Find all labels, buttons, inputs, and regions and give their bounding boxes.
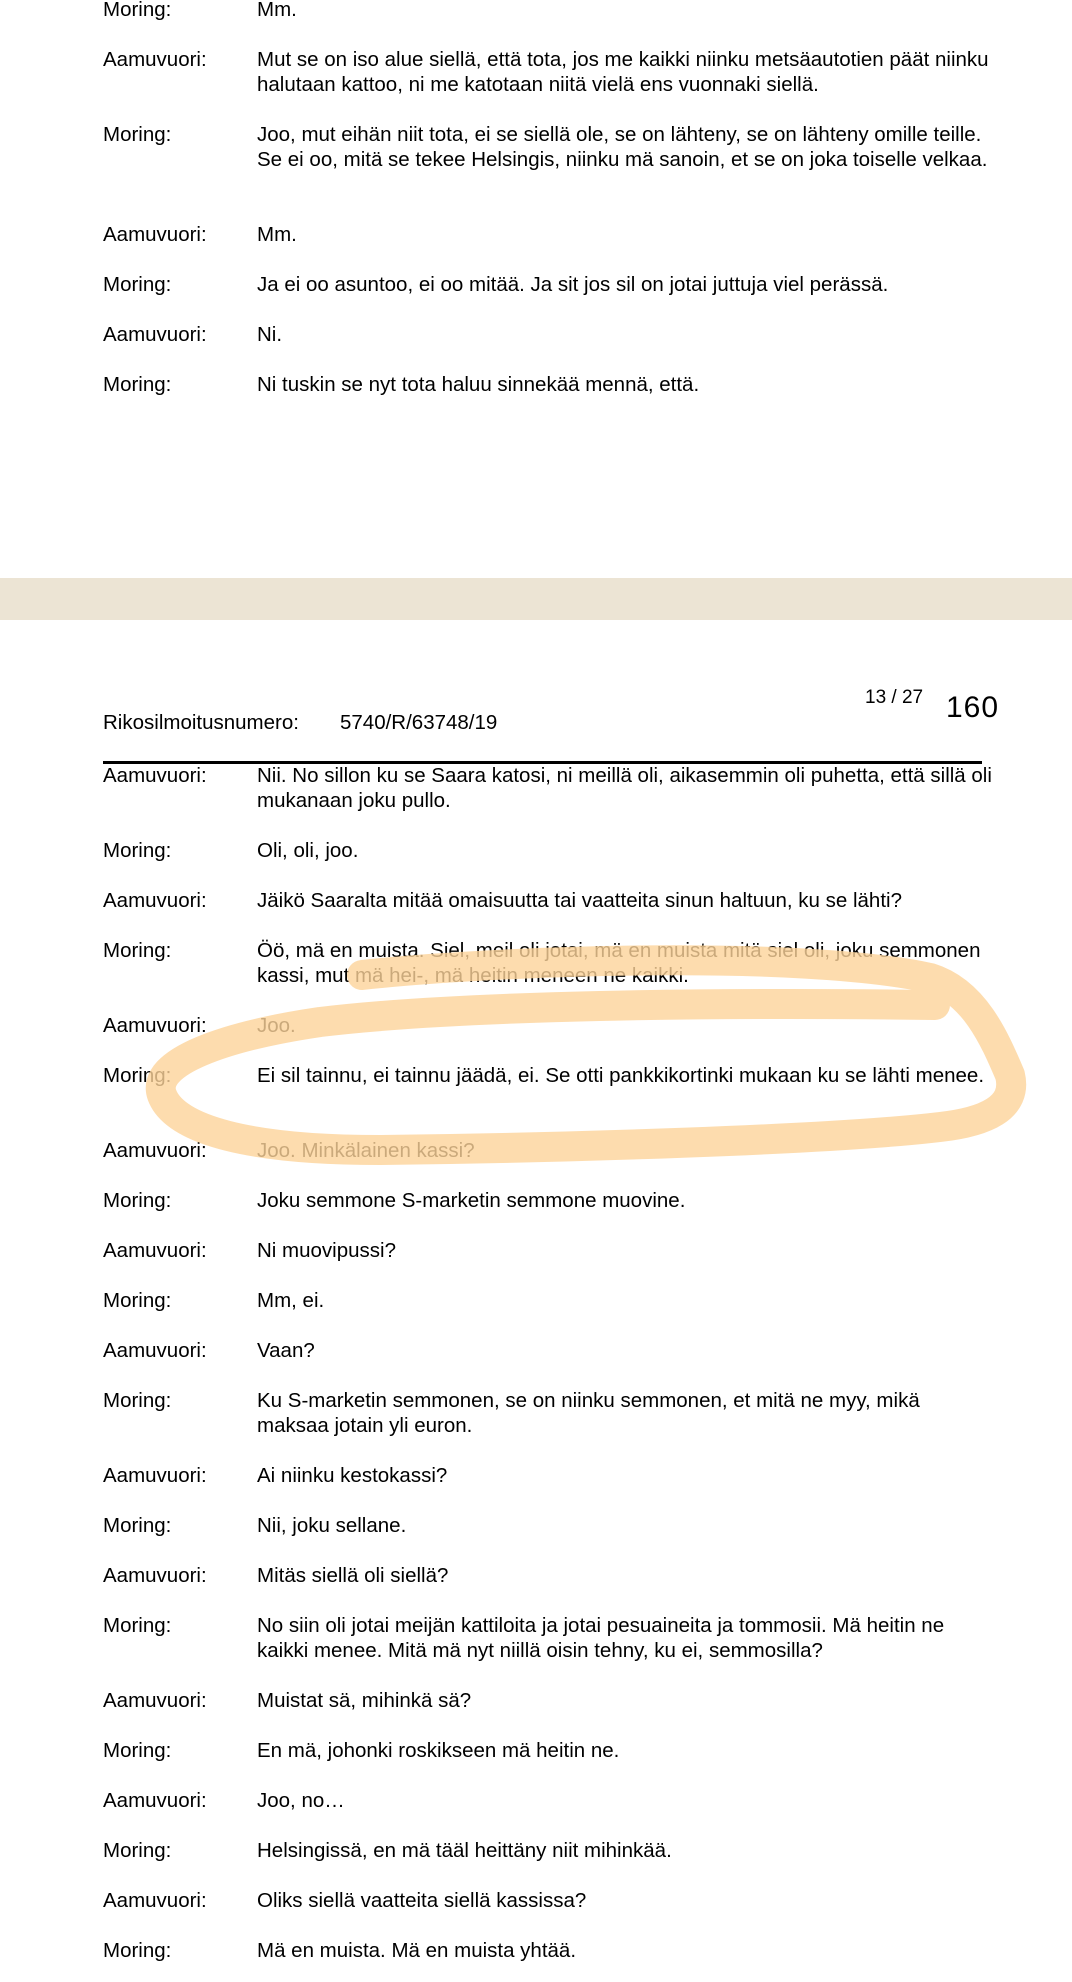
speaker-label: Moring: <box>103 939 172 962</box>
speaker-label: Moring: <box>103 1839 172 1862</box>
utterance-text: No siin oli jotai meijän kattiloita ja jotai pesuaineita ja tommosii. Mä heitin ne kaikki menee. Mitä mä nyt niillä oisin tehny, ku ei, semmosilla? <box>257 1614 945 1662</box>
speaker-label: Moring: <box>103 1514 172 1537</box>
speaker-label: Moring: <box>103 1739 172 1762</box>
speaker-label: Moring: <box>103 123 172 146</box>
utterance-text: Joo. Minkälainen kassi? <box>257 1139 475 1162</box>
utterance-text: Ni muovipussi? <box>257 1239 396 1262</box>
utterance-text: En mä, johonki roskikseen mä heitin ne. <box>257 1739 620 1762</box>
speaker-label: Aamuvuori: <box>103 48 207 71</box>
speaker-label: Aamuvuori: <box>103 889 207 912</box>
speaker-label: Aamuvuori: <box>103 1689 207 1712</box>
speaker-label: Aamuvuori: <box>103 323 207 346</box>
utterance-text: Mut se on iso alue siellä, että tota, jos me kaikki niinku metsäautotien päät niinku halutaan kattoo, ni me katotaan niitä vielä ens vuonnaki siellä. <box>257 48 989 96</box>
speaker-label: Aamuvuori: <box>103 1789 207 1812</box>
case-number-label: Rikosilmoitusnumero: <box>103 711 299 734</box>
handwritten-page-mark: 160 <box>946 691 1000 724</box>
utterance-text: Öö, mä en muista. Siel, meil oli jotai, mä en muista mitä siel oli, joku semmonen kassi, mut mä hei-, mä heitin meneen ne kaikki. <box>257 939 981 987</box>
speaker-label: Moring: <box>103 1289 172 1312</box>
speaker-label: Aamuvuori: <box>103 223 207 246</box>
utterance-text: Nii, joku sellane. <box>257 1514 407 1537</box>
utterance-text: Ja ei oo asuntoo, ei oo mitää. Ja sit jos sil on jotai juttuja viel perässä. <box>257 273 889 296</box>
speaker-label: Moring: <box>103 373 172 396</box>
speaker-label: Moring: <box>103 273 172 296</box>
utterance-text: Ni. <box>257 323 283 346</box>
utterance-text: Joo, no… <box>257 1789 345 1812</box>
speaker-label: Aamuvuori: <box>103 764 207 787</box>
utterance-text: Ni tuskin se nyt tota haluu sinnekää mennä, että. <box>257 373 700 396</box>
speaker-label: Aamuvuori: <box>103 1339 207 1362</box>
utterance-text: Mm. <box>257 223 297 246</box>
utterance-text: Jäikö Saaralta mitää omaisuutta tai vaatteita sinun haltuun, ku se lähti? <box>257 889 902 912</box>
utterance-text: Mitäs siellä oli siellä? <box>257 1564 449 1587</box>
utterance-text: Muistat sä, mihinkä sä? <box>257 1689 472 1712</box>
utterance-text: Ku S-marketin semmonen, se on niinku semmonen, et mitä ne myy, mikä maksaa jotain yli euron. <box>257 1389 920 1437</box>
utterance-text: Joo. <box>257 1014 296 1037</box>
utterance-text: Helsingissä, en mä tääl heittäny niit mihinkää. <box>257 1839 672 1862</box>
speaker-label: Moring: <box>103 839 172 862</box>
utterance-text: Mm. <box>257 0 297 21</box>
speaker-label: Aamuvuori: <box>103 1139 207 1162</box>
utterance-text: Ai niinku kestokassi? <box>257 1464 448 1487</box>
speaker-label: Moring: <box>103 1189 172 1212</box>
highlighter-stroke <box>161 960 1011 1150</box>
utterance-text: Mä en muista. Mä en muista yhtää. <box>257 1939 577 1962</box>
utterance-text: Oli, oli, joo. <box>257 839 359 862</box>
speaker-label: Aamuvuori: <box>103 1889 207 1912</box>
page-break-band <box>0 578 1072 620</box>
utterance-text: Vaan? <box>257 1339 315 1362</box>
speaker-label: Moring: <box>103 1939 172 1962</box>
speaker-label: Aamuvuori: <box>103 1564 207 1587</box>
speaker-label: Moring: <box>103 1614 172 1637</box>
utterance-text: Nii. No sillon ku se Saara katosi, ni meillä oli, aikasemmin oli puhetta, että sillä oli mukanaan joku pullo. <box>257 764 992 812</box>
speaker-label: Aamuvuori: <box>103 1239 207 1262</box>
speaker-label: Aamuvuori: <box>103 1014 207 1037</box>
utterance-text: Mm, ei. <box>257 1289 325 1312</box>
utterance-text: Joo, mut eihän niit tota, ei se siellä ole, se on lähteny, se on lähteny omille teille. Se ei oo, mitä se tekee Helsingis, niinku mä sanoin, et se on joka toiselle velkaa. <box>257 123 988 171</box>
page-number: 13 / 27 <box>865 687 924 708</box>
utterance-text: Oliks siellä vaatteita siellä kassissa? <box>257 1889 587 1912</box>
utterance-text: Ei sil tainnu, ei tainnu jäädä, ei. Se otti pankkikortinki mukaan ku se lähti menee. <box>257 1064 985 1087</box>
utterance-text: Joku semmone S-marketin semmone muovine. <box>257 1189 686 1212</box>
case-number-value: 5740/R/63748/19 <box>340 711 498 734</box>
speaker-label: Moring: <box>103 1389 172 1412</box>
speaker-label: Moring: <box>103 0 172 21</box>
speaker-label: Moring: <box>103 1064 172 1087</box>
speaker-label: Aamuvuori: <box>103 1464 207 1487</box>
